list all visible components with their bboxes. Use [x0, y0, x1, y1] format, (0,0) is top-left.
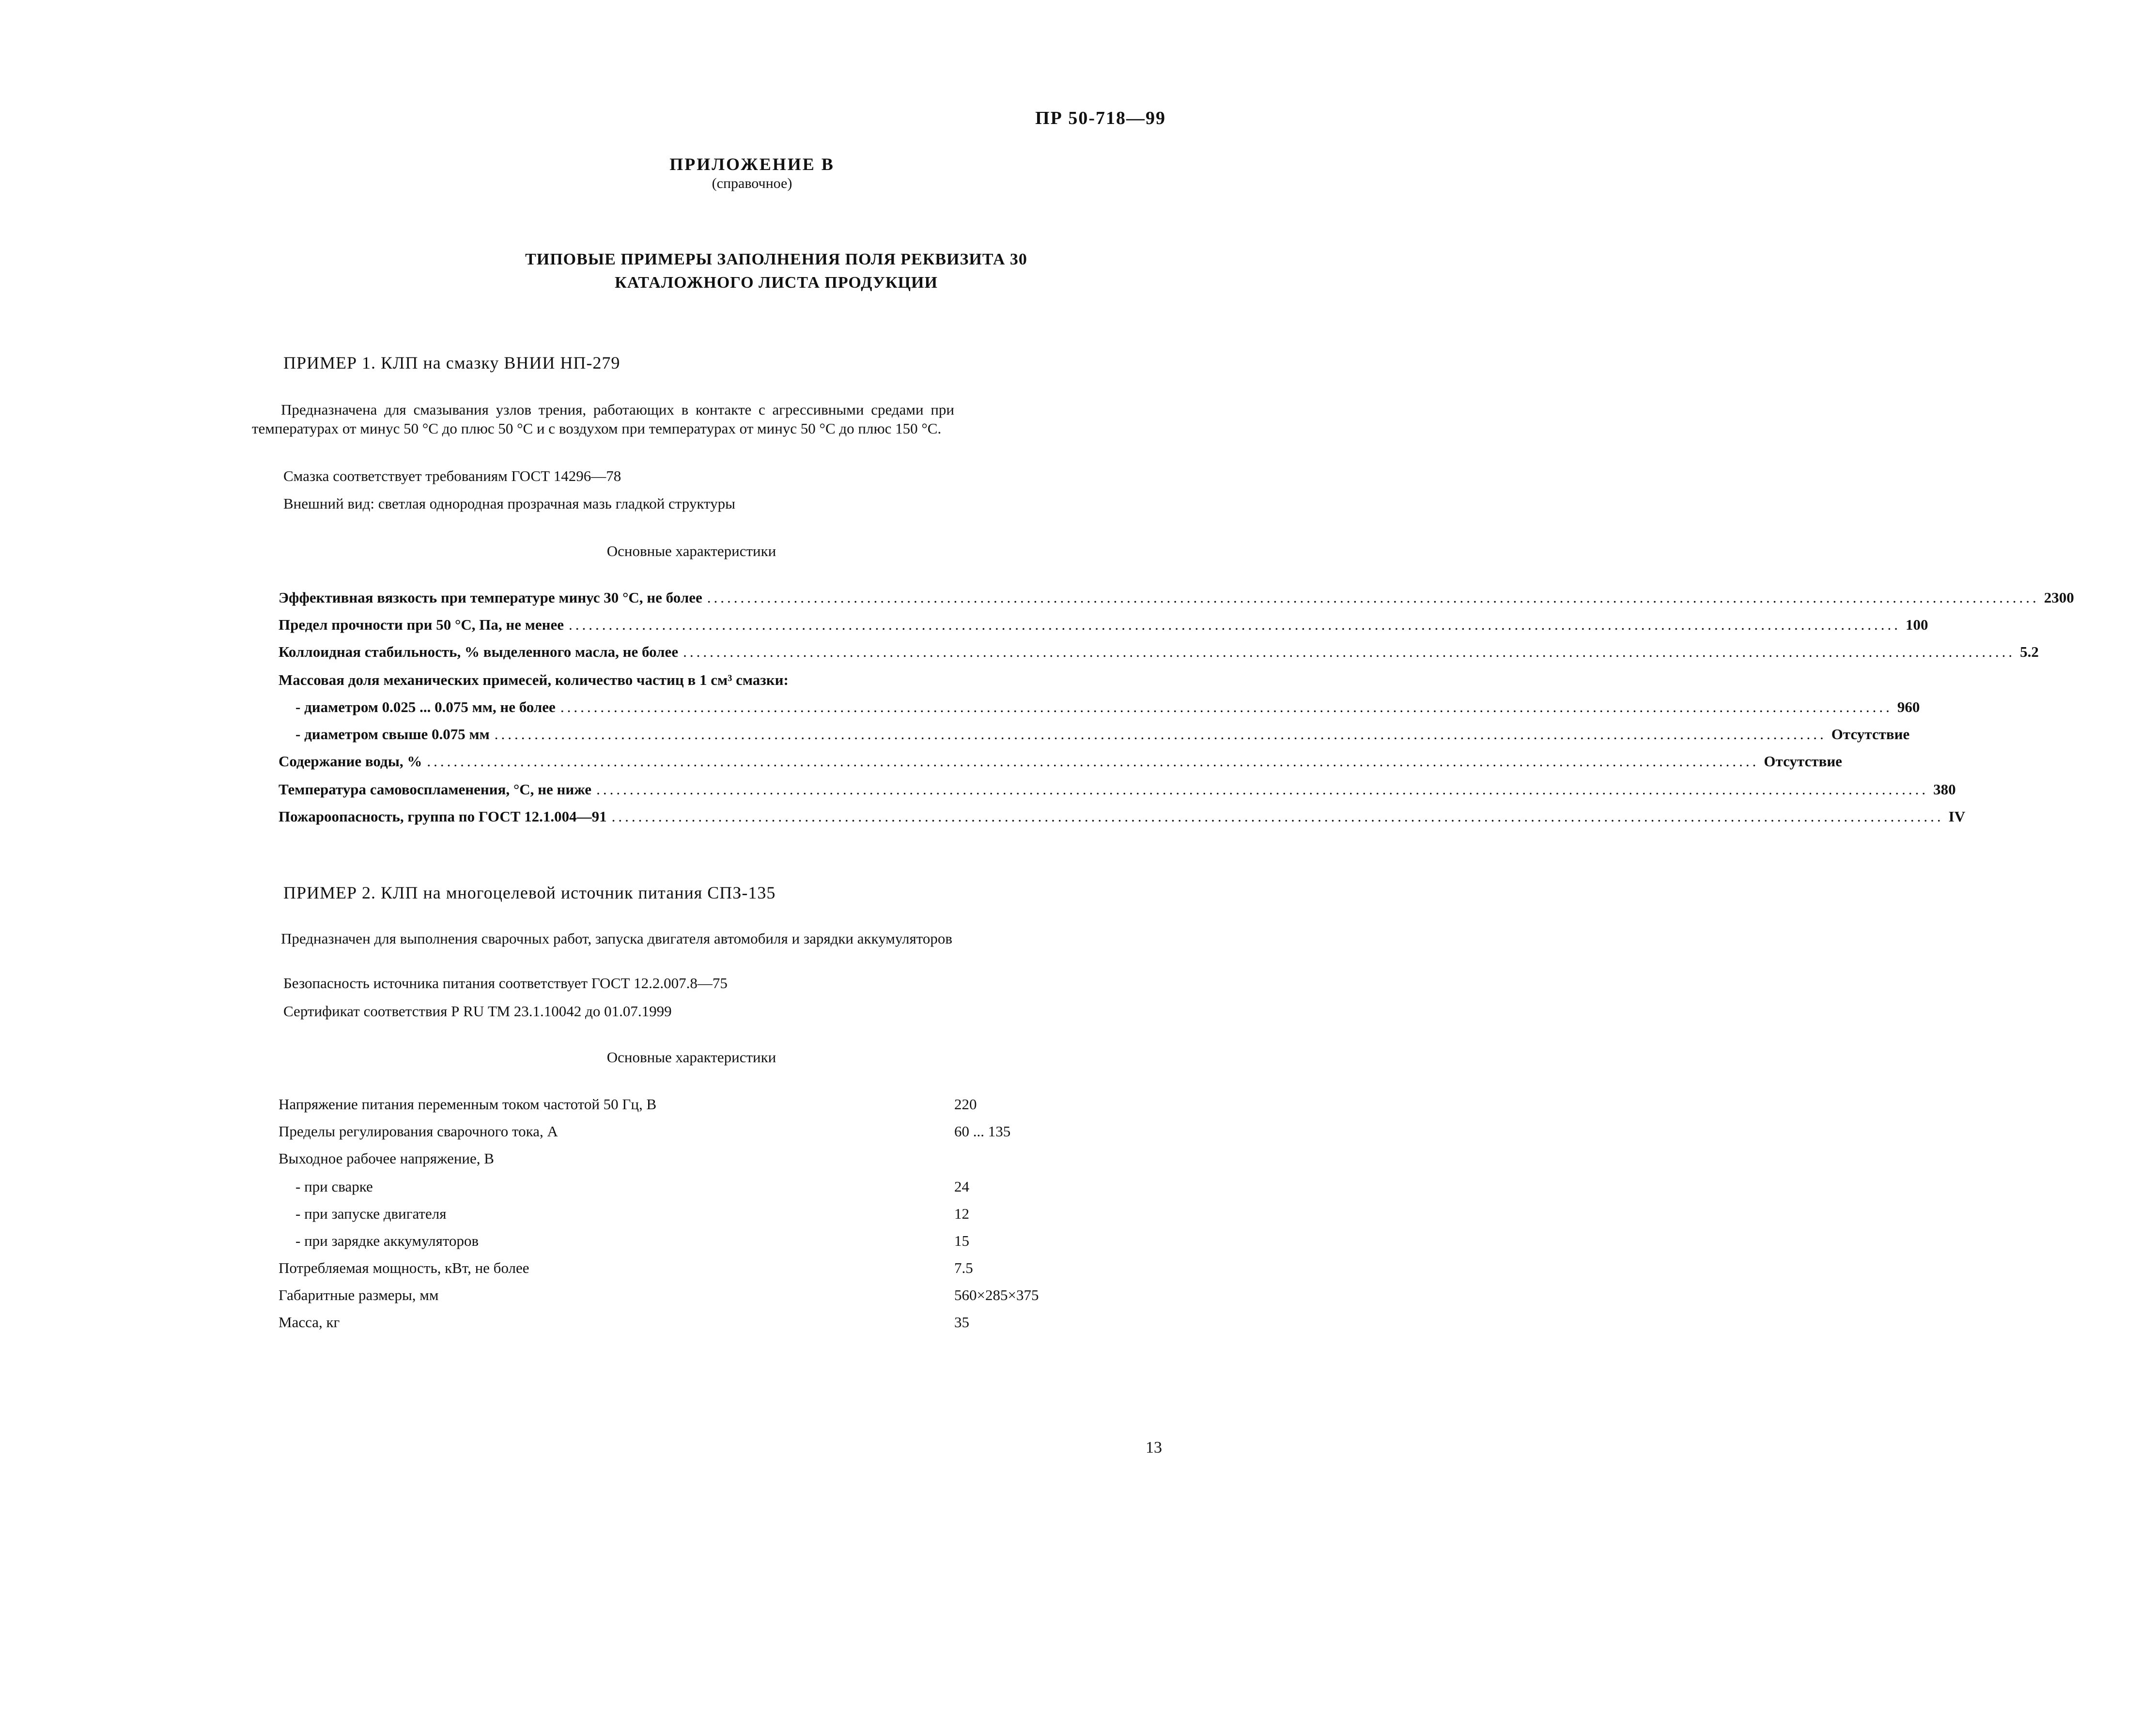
spec-value: Отсутствие	[1764, 753, 1842, 770]
spec-value: 380	[1933, 781, 1956, 798]
example-2-certificate: Сертификат соответствия Р RU ТМ 23.1.10042 до 01.07.1999	[283, 1003, 672, 1020]
document-code: ПР 50-718—99	[1035, 108, 1166, 128]
appendix-subtitle: (справочное)	[712, 175, 792, 191]
spec-value: 15	[954, 1232, 969, 1249]
spec-row	[279, 1314, 969, 1341]
dot-leader: ........................................................................................................................................................................................................	[560, 698, 1893, 715]
spec-row	[279, 726, 1910, 753]
spec-value: 35	[954, 1314, 969, 1331]
spec-value: 24	[954, 1178, 969, 1195]
example-2-title: ПРИМЕР 2. КЛП на многоцелевой источник питания СПЗ-135	[283, 883, 776, 902]
spec-value: 12	[954, 1205, 969, 1222]
spec-row	[279, 1123, 1011, 1150]
spec-row	[279, 1232, 969, 1259]
example-1-appearance: Внешний вид: светлая однородная прозрачная мазь гладкой структуры	[283, 495, 735, 512]
spec-label: Масса, кг	[279, 1314, 340, 1331]
spec-row	[279, 1205, 969, 1232]
spec-row	[279, 671, 957, 698]
spec-row	[279, 589, 2074, 616]
spec-label: Выходное рабочее напряжение, В	[279, 1150, 494, 1167]
spec-value: 100	[1906, 616, 1928, 633]
spec-value: Отсутствие	[1831, 726, 1910, 743]
spec-row	[279, 1150, 957, 1177]
dot-leader: ........................................................................................................................................................................................................	[683, 643, 2016, 660]
spec-value: 7.5	[954, 1259, 973, 1276]
spec-row	[279, 643, 2039, 670]
spec-value: 960	[1897, 698, 1920, 715]
spec-value: 2300	[2044, 589, 2074, 606]
spec-row	[279, 1096, 977, 1123]
example-1-section-title: Основные характеристики	[606, 542, 776, 559]
page-number: 13	[1146, 1439, 1162, 1457]
dot-leader: ........................................................................................................................................................................................................	[427, 753, 1759, 770]
page-heading	[145, 248, 1407, 294]
spec-row	[279, 616, 1928, 643]
spec-label: Пожароопасность, группа по ГОСТ 12.1.004—91	[279, 808, 607, 825]
spec-value: 220	[954, 1096, 977, 1113]
heading-line-1: ТИПОВЫЕ ПРИМЕРЫ ЗАПОЛНЕНИЯ ПОЛЯ РЕКВИЗИТА 30	[525, 250, 1027, 268]
spec-label: Эффективная вязкость при температуре минус 30 °С, не более	[279, 589, 702, 606]
example-2-safety: Безопасность источника питания соответствует ГОСТ 12.2.007.8—75	[283, 975, 728, 992]
heading-line-2: КАТАЛОЖНОГО ЛИСТА ПРОДУКЦИИ	[615, 274, 938, 292]
spec-row	[279, 808, 1966, 835]
spec-value: 5.2	[2020, 643, 2039, 660]
dot-leader: ........................................................................................................................................................................................................	[494, 726, 1827, 743]
dot-leader: ........................................................................................................................................................................................................	[569, 616, 1901, 633]
spec-row	[279, 1286, 1039, 1314]
spec-label: - диаметром 0.025 ... 0.075 мм, не более	[295, 698, 556, 715]
example-2-section-title: Основные характеристики	[606, 1049, 776, 1066]
spec-row	[279, 781, 1956, 808]
appendix-title: ПРИЛОЖЕНИЕ В	[669, 155, 835, 174]
example-2-purpose: Предназначен для выполнения сварочных работ, запуска двигателя автомобиля и зарядки аккумуляторов	[281, 930, 953, 947]
spec-value: 60 ... 135	[954, 1123, 1011, 1140]
spec-row	[279, 1178, 969, 1205]
spec-value: 560×285×375	[954, 1286, 1039, 1303]
spec-label: - при запуске двигателя	[295, 1205, 447, 1222]
spec-value: IV	[1948, 808, 1966, 825]
example-1-title: ПРИМЕР 1. КЛП на смазку ВНИИ НП-279	[283, 353, 621, 372]
spec-label: Пределы регулирования сварочного тока, А	[279, 1123, 558, 1140]
example-1-compliance: Смазка соответствует требованиям ГОСТ 14296—78	[283, 467, 621, 484]
spec-label: Габаритные размеры, мм	[279, 1286, 439, 1303]
spec-label: Массовая доля механических примесей, количество частиц в 1 см³ смазки:	[279, 671, 789, 688]
spec-row	[279, 1259, 973, 1286]
spec-label: Напряжение питания переменным током частотой 50 Гц, В	[279, 1096, 657, 1113]
spec-label: - диаметром свыше 0.075 мм	[295, 726, 490, 743]
dot-leader: ........................................................................................................................................................................................................	[611, 808, 1944, 825]
spec-row	[279, 753, 1842, 780]
dot-leader: ........................................................................................................................................................................................................	[596, 781, 1929, 798]
spec-label: Содержание воды, %	[279, 753, 422, 770]
spec-label: - при сварке	[295, 1178, 373, 1195]
spec-row	[279, 698, 1920, 726]
dot-leader: ........................................................................................................................................................................................................	[707, 589, 2039, 606]
spec-label: Коллоидная стабильность, % выделенного масла, не более	[279, 643, 679, 660]
spec-label: Потребляемая мощность, кВт, не более	[279, 1259, 529, 1276]
spec-label: Температура самовоспламенения, °С, не ниже	[279, 781, 592, 798]
spec-label: - при зарядке аккумуляторов	[295, 1232, 479, 1249]
example-1-purpose: Предназначена для смазывания узлов трения, работающих в контакте с агрессивными средами при температурах от минус 50 °С до плюс 50 °С и с воздухом при температурах от минус 50 °С до плюс 150 °С.	[252, 401, 954, 437]
spec-label: Предел прочности при 50 °С, Па, не менее	[279, 616, 564, 633]
